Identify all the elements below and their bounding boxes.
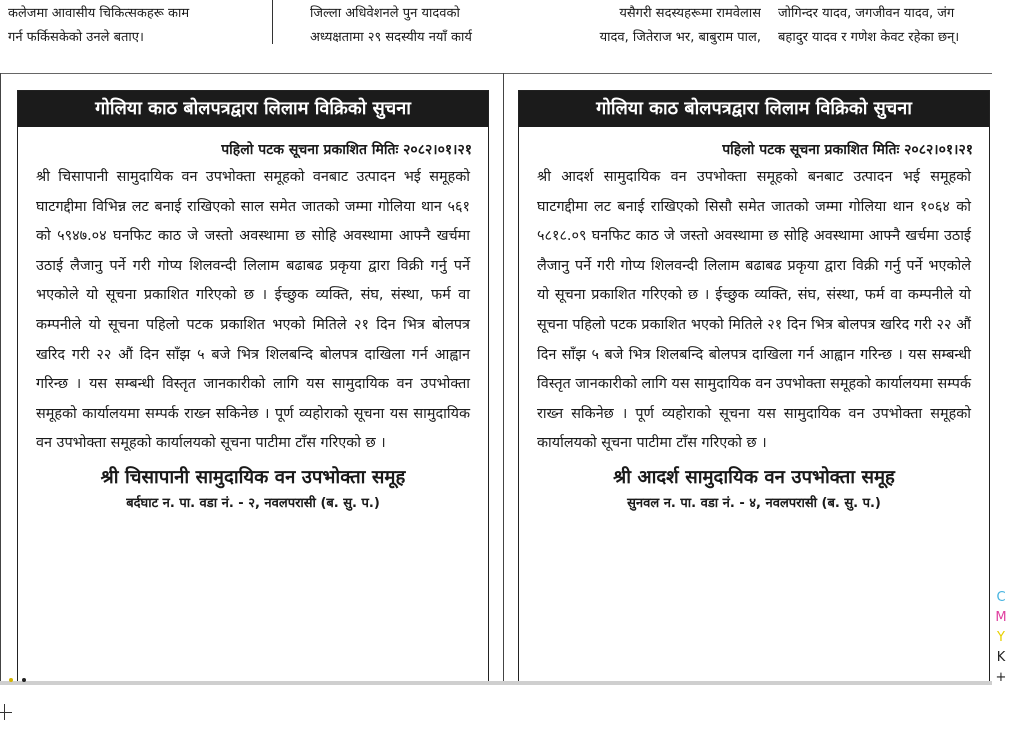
yellow-mark: Y [997,630,1005,645]
article-snippet-col3 [543,2,761,50]
text-line: कलेजमा आवासीय चिकित्सकहरू काम [8,6,190,21]
yellow-dot [9,678,13,682]
text-line: यसैगरी सदस्यहरूमा रामवेलास [619,6,761,21]
article-snippet-col4 [778,2,998,50]
notice-title: गोलिया काठ बोलपत्रद्वारा लिलाम विक्रिको सुचना [519,91,989,127]
crop-mark-vertical [4,704,5,720]
text-line: गर्न फर्किसकेको उनले बताए। [8,30,144,45]
notice-body: श्री चिसापानी सामुदायिक वन उपभोक्ता समूहको वनबाट उत्पादन भई समूहको घाटगद्दीमा विभिन्न लट बनाई राखिएको साल समेत जातको जम्मा गोलिया थान ५६१ को ५९४७.०४ घनफिट काठ जे जस्तो अवस्थामा छ सोहि अवस्थामा आफ्नै खर्चमा उठाई लैजानु पर्ने गरी गोप्य शिलवन्दी लिलाम बढाबढ प्रकृया द्वारा विक्री गर्नु पर्ने भएकोले यो सूचना प्रकाशित गरिएको छ । ईच्छुक व्यक्ति, संघ, संस्था, फर्म वा कम्पनीले यो सूचना पहिलो पटक प्रकाशित भएको मितिले २१ दिन भित्र बोलपत्र खरिद गरी २२ औं दिन साँझ ५ बजे भित्र शिलबन्दि बोलपत्र दाखिला गर्न आह्वान गरिन्छ । यस सम्बन्धी विस्तृत जानकारीको लागि यस सामुदायिक वन उपभोक्ता समूहको कार्यालयमा सम्पर्क राख्न सकिनेछ । पूर्ण व्यहोराको सूचना यस सामुदायिक वन उपभोक्ता समूहको कार्यालयको सूचना पाटीमा टाँस गरिएको छ । [36,169,470,452]
article-snippet-col1 [8,2,266,50]
column-border-left [0,73,1,685]
cyan-mark: C [996,590,1006,605]
publish-date-line: पहिलो पटक सूचना प्रकाशित मितिः २०८२।०१।२१ [722,142,973,158]
registration-cross: + [995,670,1007,685]
cmyk-color-bar [994,588,1008,688]
notice-body: श्री आदर्श सामुदायिक वन उपभोक्ता समूहको बनबाट उत्पादन भई समूहको घाटगद्दीमा लट बनाई राखिएको सिसौ समेत जातको जम्मा गोलिया थान १०६४ को ५८१८.०९ घनफिट काठ जे जस्तो अवस्थामा छ सोहि अवस्थामा आफ्नै खर्चमा उठाई लैजानु पर्ने गरी गोप्य शिलवन्दी लिलाम बढाबढ प्रकृया द्वारा विक्री गर्नु पर्ने भएकोले यो सूचना प्रकाशित गरिएको छ । ईच्छुक व्यक्ति, संघ, संस्था, फर्म वा कम्पनीले यो सूचना पहिलो पटक प्रकाशित भएको मितिले २१ दिन भित्र बोलपत्र खरिद गरी २२ औं दिन साँझ ५ बजे भित्र शिलबन्दि बोलपत्र दाखिला गर्न आह्वान गरिन्छ । यस सम्बन्धी विस्तृत जानकारीको लागि यस सामुदायिक वन उपभोक्ता समूहको कार्यालयमा सम्पर्क राख्न सकिनेछ । पूर्ण व्यहोराको सूचना यस सामुदायिक वन उपभोक्ता समूहको कार्यालयको सूचना पाटीमा टाँस गरिएको छ । [537,169,971,452]
magenta-mark: M [995,610,1007,625]
notice-card-chisapani [17,90,489,684]
column-divider [503,73,504,685]
text-line: जिल्ला अधिवेशनले पुन यादवको [310,6,460,21]
text-line: यादव, जितेराज भर, बाबुराम पाल, [599,30,761,45]
signature-address: सुनवल न. पा. वडा नं. - ४, नवलपरासी (ब. सु. प.) [627,495,881,511]
horizontal-rule [0,73,992,74]
article-snippet-col2 [310,2,530,50]
signature-group-name: श्री चिसापानी सामुदायिक वन उपभोक्ता समूह [100,466,406,488]
black-dot [22,678,26,682]
text-line: जोगिन्दर यादव, जगजीवन यादव, जंग [778,6,955,21]
text-line: बहादुर यादव र गणेश केवट रहेका छन्। [778,30,960,45]
notice-card-adarsha [518,90,990,684]
signature-address: बर्दघाट न. पा. वडा नं. - २, नवलपरासी (ब. सु. प.) [126,495,380,511]
text-line: अध्यक्षतामा २९ सदस्यीय नयाँ कार्य [310,30,472,45]
publish-date-line: पहिलो पटक सूचना प्रकाशित मितिः २०८२।०१।२१ [221,142,472,158]
black-mark: K [996,650,1006,665]
signature-group-name: श्री आदर्श सामुदायिक वन उपभोक्ता समूह [613,466,895,488]
bottom-gray-strip [0,681,992,685]
notice-title: गोलिया काठ बोलपत्रद्वारा लिलाम विक्रिको सुचना [18,91,488,127]
crop-mark-horizontal [0,712,12,713]
column-rule [272,0,273,44]
